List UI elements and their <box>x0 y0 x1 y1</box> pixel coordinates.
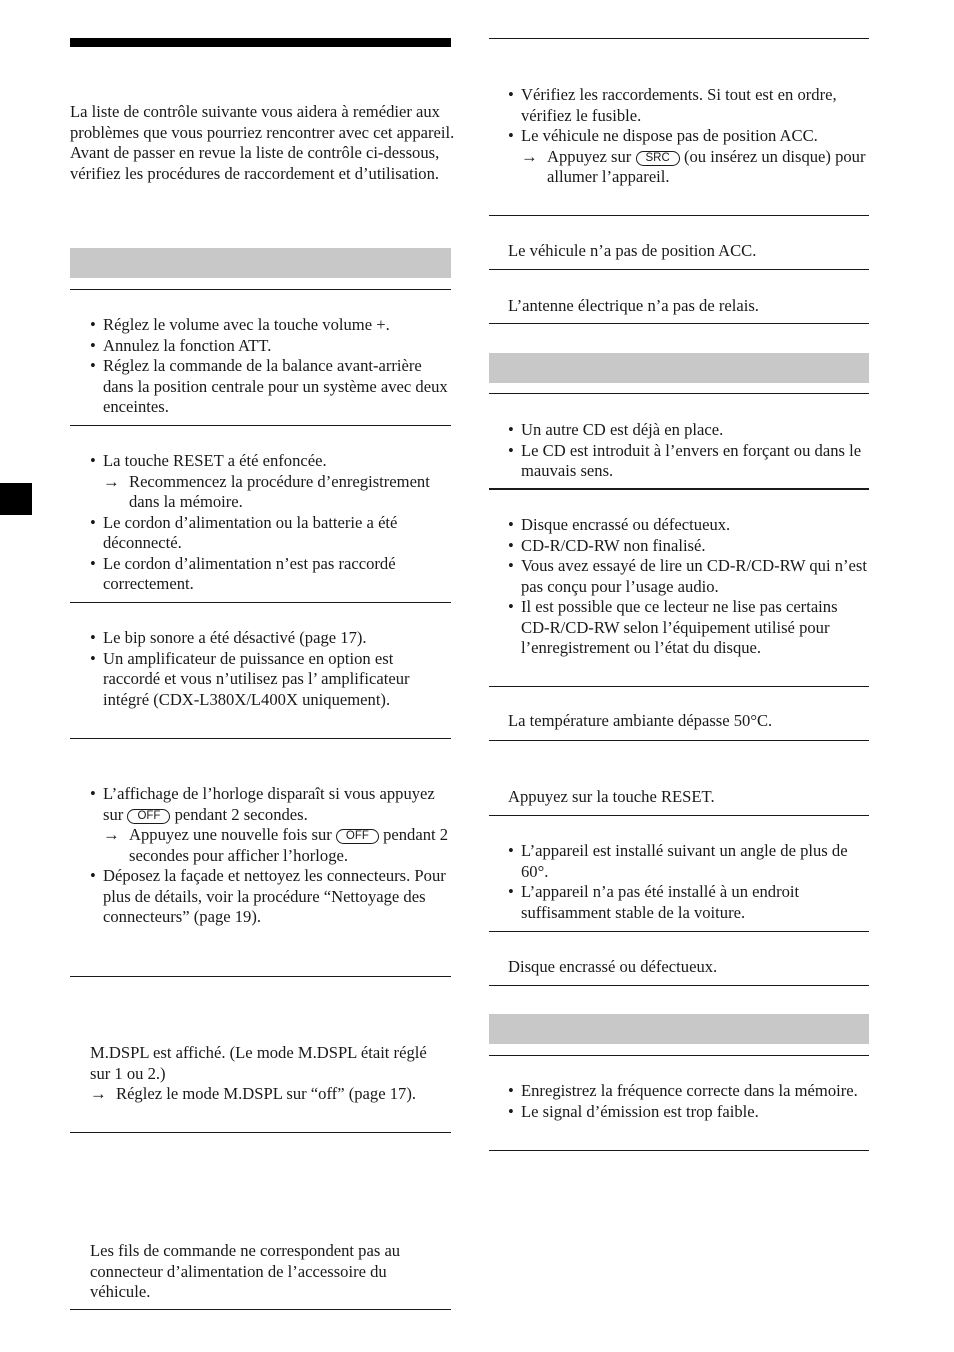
divider <box>70 738 451 739</box>
remedy-arrow-item: → Recommencez la procédure d’enregistrement dans la mémoire. <box>103 472 450 513</box>
list-item: • Disque encrassé ou défectueux. <box>508 515 870 536</box>
divider <box>70 1132 451 1133</box>
left-section-mdspl <box>90 1043 450 1105</box>
off-key: OFF <box>127 809 170 824</box>
left-section-memory-erased <box>90 451 450 595</box>
remedy-arrow-item: → Réglez le mode M.DSPL sur “off” (page 17). <box>90 1084 450 1105</box>
general-heading-band <box>70 248 451 278</box>
cause-text: Les fils de commande ne correspondent pas au connecteur d’alimentation de l’accessoire du véhicule. <box>90 1241 401 1301</box>
list-item: • Vous avez essayé de lire un CD-R/CD-RW qui n’est pas conçu pour l’usage audio. <box>508 556 870 597</box>
list-item <box>90 784 450 866</box>
left-section-no-sound <box>90 315 450 418</box>
intro-paragraph-2: Avant de passer en revue la liste de contrôle ci-dessous, vérifiez les procédures de raccordement et d’utilisation. <box>70 143 440 183</box>
radio-heading-band <box>489 1014 869 1044</box>
remedy-arrow-item: → Appuyez sur SRC (ou insérez un disque) pour allumer l’appareil. <box>521 147 870 188</box>
list-item-text: • La touche RESET a été enfoncée. <box>103 451 327 470</box>
list-item: • Le signal d’émission est trop faible. <box>508 1102 870 1123</box>
divider <box>489 488 869 490</box>
list-item: • Un amplificateur de puissance en option est raccordé et vous n’utilisez pas l’ amplificateur intégré (CDX-L380X/L400X uniquement). <box>90 649 450 711</box>
page-edge-tab <box>0 483 32 515</box>
right-section-antenna: L’antenne électrique n’a pas de relais. <box>508 296 759 315</box>
left-section-no-beep <box>90 628 450 710</box>
cd-heading-band <box>489 353 869 383</box>
right-section-radio <box>508 1081 870 1122</box>
right-section-skip <box>508 841 870 923</box>
list-item: • Le CD est introduit à l’envers en forçant ou dans le mauvais sens. <box>508 441 870 482</box>
list-item: • CD-R/CD-RW non finalisé. <box>508 536 870 557</box>
right-section-reset: Appuyez sur la touche RESET. <box>508 787 715 806</box>
divider <box>489 323 869 324</box>
cause-text: M.DSPL est affiché. (Le mode M.DSPL était réglé sur 1 ou 2.) <box>90 1043 427 1083</box>
list-item: • Enregistrez la fréquence correcte dans la mémoire. <box>508 1081 870 1102</box>
remedy-arrow-item: → Appuyez une nouvelle fois sur OFF pendant 2 secondes pour afficher l’horloge. <box>103 825 450 866</box>
divider <box>489 393 869 394</box>
list-item: • Réglez la commande de la balance avant-arrière dans la position centrale pour un système avec deux enceintes. <box>90 356 450 418</box>
divider <box>70 602 451 603</box>
right-section-temperature: La température ambiante dépasse 50°C. <box>508 711 773 730</box>
divider <box>489 1150 869 1151</box>
list-item <box>508 126 870 188</box>
list-item-text: • Le véhicule ne dispose pas de position ACC. <box>521 126 818 145</box>
divider <box>489 931 869 932</box>
list-item: • Le bip sonore a été désactivé (page 17). <box>90 628 450 649</box>
divider <box>489 38 869 39</box>
list-item: • Vérifiez les raccordements. Si tout est en ordre, vérifiez le fusible. <box>508 85 870 126</box>
divider <box>489 686 869 687</box>
src-key: SRC <box>636 151 680 166</box>
right-section-no-power <box>508 85 870 188</box>
intro <box>70 102 455 184</box>
left-section-wiring <box>90 1241 450 1303</box>
divider <box>489 269 869 270</box>
list-item <box>90 451 450 513</box>
divider <box>489 815 869 816</box>
intro-paragraph-1: La liste de contrôle suivante vous aidera à remédier aux problèmes que vous pourriez rencontrer avec cet appareil. <box>70 102 455 142</box>
list-item: • Annulez la fonction ATT. <box>90 336 450 357</box>
list-item: • Il est possible que ce lecteur ne lise pas certains CD-R/CD-RW selon l’équipement utilisé pour l’enregistrement ou l’état du disque. <box>508 597 870 659</box>
divider <box>489 740 869 741</box>
right-section-cd-insert <box>508 420 870 482</box>
list-item: • Réglez le volume avec la touche volume +. <box>90 315 450 336</box>
divider <box>70 1309 451 1310</box>
right-section-dirty-disc: Disque encrassé ou défectueux. <box>508 957 718 976</box>
off-key: OFF <box>336 829 379 844</box>
left-section-display-disappears <box>90 784 450 928</box>
divider <box>70 289 451 290</box>
list-item-text: • L’affichage de l’horloge disparaît si vous appuyez sur OFF pendant 2 secondes. <box>103 784 435 824</box>
divider <box>489 215 869 216</box>
section-title-bar <box>70 38 451 47</box>
list-item: • L’appareil n’a pas été installé à un endroit suffisamment stable de la voiture. <box>508 882 870 923</box>
list-item: • L’appareil est installé suivant un angle de plus de 60°. <box>508 841 870 882</box>
right-section-cd-play <box>508 515 870 659</box>
list-item: • Le cordon d’alimentation ou la batterie a été déconnecté. <box>90 513 450 554</box>
right-section-acc: Le véhicule n’a pas de position ACC. <box>508 241 757 260</box>
divider <box>489 1055 869 1056</box>
list-item: • Un autre CD est déjà en place. <box>508 420 870 441</box>
divider <box>70 425 451 426</box>
divider <box>70 976 451 977</box>
divider <box>489 985 869 986</box>
list-item: • Le cordon d’alimentation n’est pas raccordé correctement. <box>90 554 450 595</box>
list-item: • Déposez la façade et nettoyez les connecteurs. Pour plus de détails, voir la procédure “Nettoyage des connecteurs” (page 19). <box>90 866 450 928</box>
